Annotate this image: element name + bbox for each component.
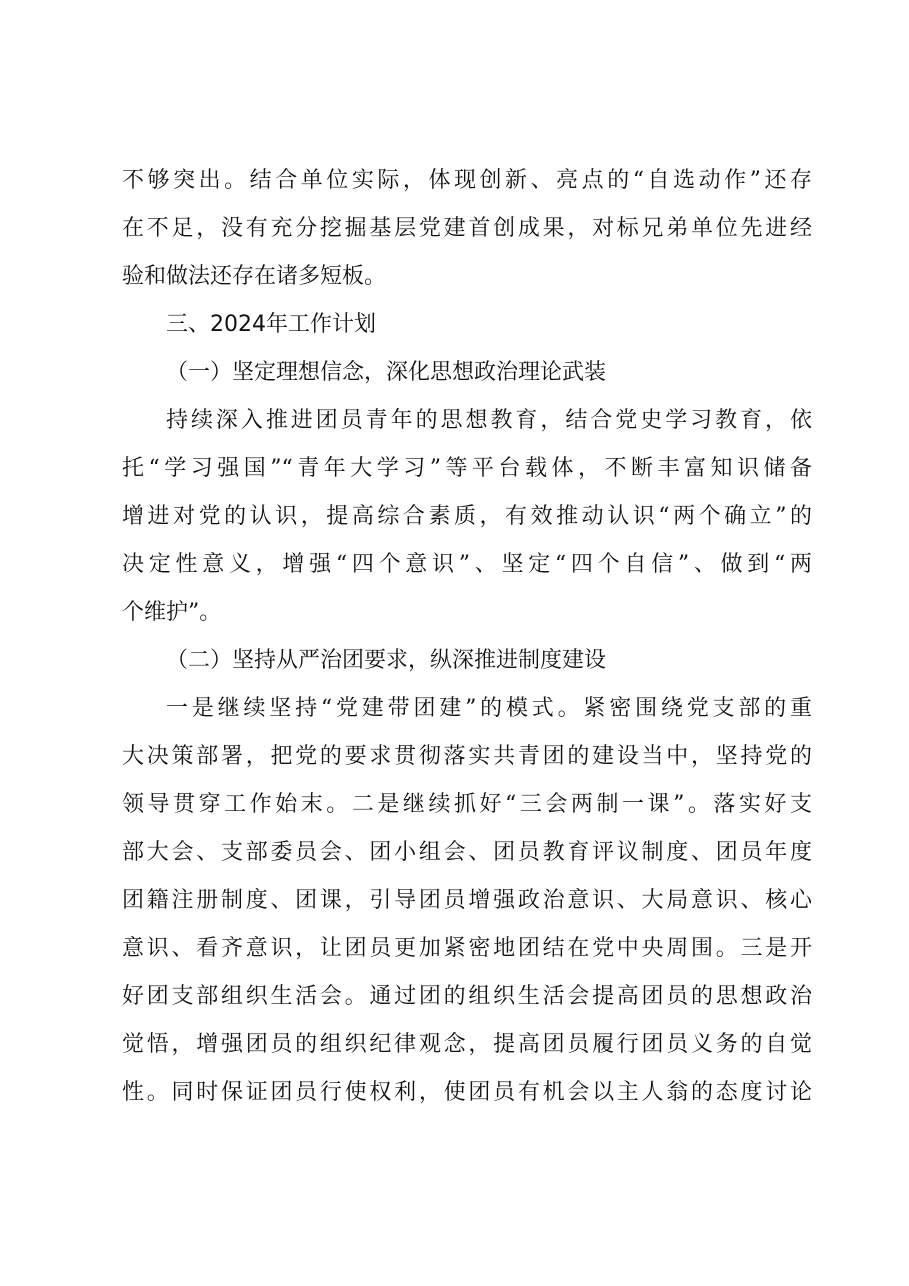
paragraph-first-line: 一是继续坚持“党建带团建”的模式。紧密围绕党支部的重: [166, 696, 812, 721]
text-line: 验和做法还存在诸多短板。: [122, 264, 387, 289]
text-line: 部大会、支部委员会、团小组会、团员教育评议制度、团员年度: [122, 840, 812, 865]
paragraph-first-line: 持续深入推进团员青年的思想教育，结合党史学习教育，依: [166, 408, 812, 433]
text-line: 意识、看齐意识，让团员更加紧密地团结在党中央周围。三是开: [122, 936, 812, 961]
text-line: 在不足，没有充分挖掘基层党建首创成果，对标兄弟单位先进经: [122, 216, 812, 241]
document-body: [122, 157, 812, 1117]
text-line: 个维护”。: [122, 600, 222, 625]
text-line: 增进对党的认识，提高综合素质，有效推动认识“两个确立”的: [122, 504, 812, 529]
text-line: 决定性意义，增强“四个意识”、坚定“四个自信”、做到“两: [122, 552, 812, 577]
text-line: 团籍注册制度、团课，引导团员增强政治意识、大局意识、核心: [122, 888, 812, 913]
text-line: 觉悟，增强团员的组织纪律观念，提高团员履行团员义务的自觉: [122, 1032, 812, 1057]
text-line: 不够突出。结合单位实际，体现创新、亮点的“自选动作”还存: [122, 168, 812, 193]
text-line: 托“学习强国”“青年大学习”等平台载体，不断丰富知识储备: [122, 456, 812, 481]
subsection-heading: （二）坚持从严治团要求，纵深推进制度建设: [166, 648, 607, 673]
text-line: 大决策部署，把党的要求贯彻落实共青团的建设当中，坚持党的: [122, 744, 812, 769]
text-line: 好团支部组织生活会。通过团的组织生活会提高团员的思想政治: [122, 984, 812, 1009]
text-line: 性。同时保证团员行使权利，使团员有机会以主人翁的态度讨论: [122, 1080, 812, 1105]
text-line: 领导贯穿工作始末。二是继续抓好“三会两制一课”。落实好支: [122, 792, 812, 817]
subsection-heading: （一）坚定理想信念，深化思想政治理论武装: [166, 360, 607, 385]
section-heading: 三、2024年工作计划: [166, 312, 376, 337]
